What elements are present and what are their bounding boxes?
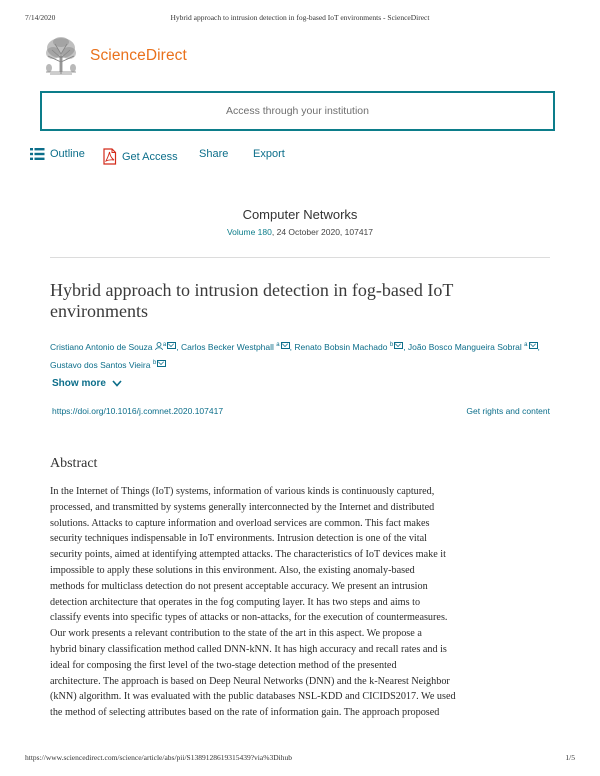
journal-issue-info bbox=[0, 227, 600, 237]
author-link[interactable]: Cristiano Antonio de Souza bbox=[50, 341, 153, 352]
abstract-line: In the Internet of Things (IoT) systems, information of various kinds is continuously captured, bbox=[50, 486, 435, 497]
abstract-line: detection architecture that operates in the fog computing layer. It has two steps and aims to bbox=[50, 596, 421, 608]
author-link[interactable]: João Bosco Mangueira Sobral bbox=[407, 341, 522, 352]
elsevier-tree-icon bbox=[40, 36, 82, 76]
get-access-label: Get Access bbox=[122, 150, 178, 163]
outline-label: Outline bbox=[50, 148, 85, 160]
abstract-line: solutions. Attacks to capture information and overload services are common. This fact makes bbox=[50, 517, 430, 529]
outline-button[interactable] bbox=[30, 148, 85, 160]
envelope-icon[interactable] bbox=[281, 342, 290, 349]
page-number: 1/5 bbox=[565, 753, 575, 762]
chevron-down-icon bbox=[112, 380, 122, 387]
issue-details: , 24 October 2020, 107417 bbox=[271, 227, 374, 237]
abstract-line: classify events into specific types of attacks or non-attacks, for the execution of countermeasures. bbox=[50, 612, 448, 624]
abstract-line: processed, and transmitted by systems generally interconnected by the Internet and distributed bbox=[50, 501, 435, 513]
affiliation-marker[interactable]: a bbox=[162, 342, 167, 348]
pdf-icon bbox=[102, 148, 117, 165]
abstract-line: architecture. The approach is based on Deep Neural Networks (DNN) and the k-Nearest Neighbor bbox=[50, 675, 450, 687]
abstract-line: Our work presents a relevant contribution to the state of the art in this aspect. We propose a bbox=[50, 628, 422, 640]
abstract-line: ideal for composing the first level of the two-stage detection method of the presented bbox=[50, 659, 397, 671]
list-icon bbox=[30, 148, 45, 160]
affiliation-marker[interactable]: a bbox=[524, 342, 528, 348]
access-through-institution-button[interactable]: Access through your institution bbox=[40, 91, 555, 131]
doi-link[interactable]: https://doi.org/10.1016/j.comnet.2020.107417 bbox=[52, 406, 224, 416]
envelope-icon[interactable] bbox=[529, 342, 538, 349]
share-button[interactable] bbox=[199, 148, 228, 160]
abstract-line: methods for multiclass detection do not present acceptable accuracy. We present an intrusion bbox=[50, 580, 428, 592]
abstract-line: hybrid binary classification method called DNN-kNN. It has high accuracy and recall rates and is bbox=[50, 643, 447, 655]
print-page-title: Hybrid approach to intrusion detection in fog-based IoT environments - ScienceDirect bbox=[170, 13, 430, 22]
show-more-button[interactable] bbox=[52, 378, 122, 389]
envelope-icon[interactable] bbox=[167, 342, 176, 349]
affiliation-marker[interactable]: b bbox=[152, 359, 157, 366]
export-label: Export bbox=[253, 148, 285, 160]
article-title: Hybrid approach to intrusion detection in fog-based IoT environments bbox=[50, 280, 454, 321]
abstract-line: the method of selecting attributes based on the rate of information gain. The approach proposed bbox=[50, 707, 440, 719]
print-header bbox=[25, 13, 575, 25]
brand-name: ScienceDirect bbox=[90, 47, 187, 64]
abstract-line: impossible to apply these solutions in this environment. Also, the existing anomaly-based bbox=[50, 564, 415, 576]
header-divider bbox=[50, 257, 550, 258]
envelope-icon[interactable] bbox=[394, 342, 403, 349]
rights-link[interactable]: Get rights and content bbox=[466, 406, 550, 416]
person-icon bbox=[155, 342, 163, 350]
journal-name[interactable]: Computer Networks bbox=[242, 207, 358, 222]
get-access-button[interactable] bbox=[102, 148, 178, 165]
affiliation-marker[interactable]: a bbox=[276, 342, 280, 348]
author-link[interactable]: Gustavo dos Santos Vieira bbox=[50, 359, 151, 370]
abstract-line: (kNN) algorithm. It was evaluated with the public databases NSL-KDD and CICIDS2017. We used bbox=[50, 691, 456, 703]
author-link[interactable]: Renato Bobsin Machado bbox=[294, 341, 388, 352]
volume-link[interactable]: Volume 180 bbox=[226, 227, 272, 237]
print-footer bbox=[25, 753, 575, 765]
abstract-heading: Abstract bbox=[50, 456, 98, 471]
share-label: Share bbox=[199, 148, 229, 160]
abstract-text bbox=[50, 484, 555, 721]
author-list: Cristiano Antonio de Souza $^a$ , Carlos Becker Westphall $^a$ , Renato Bobsin Machado $^b$ , João Bosco Mangueira Sobral $^a$ , Gustavo dos Santos Vieira $^b$ bbox=[50, 341, 540, 370]
print-date: 7/14/2020 bbox=[25, 13, 56, 22]
envelope-icon[interactable] bbox=[157, 360, 166, 367]
author-link[interactable]: Carlos Becker Westphall bbox=[181, 341, 274, 352]
abstract-line: security techniques indispensable in IoT environments. Intrusion detection is one of the vital bbox=[50, 533, 427, 545]
export-button[interactable] bbox=[253, 148, 285, 160]
show-more-label: Show more bbox=[52, 378, 106, 389]
abstract-line: security points, aimed at identifying attempted attacks. The characteristics of IoT devices make it bbox=[50, 549, 446, 561]
affiliation-marker[interactable]: b bbox=[389, 342, 394, 348]
print-url: https://www.sciencedirect.com/science/article/abs/pii/S1389128619315439?via%3Dihub bbox=[25, 753, 292, 762]
